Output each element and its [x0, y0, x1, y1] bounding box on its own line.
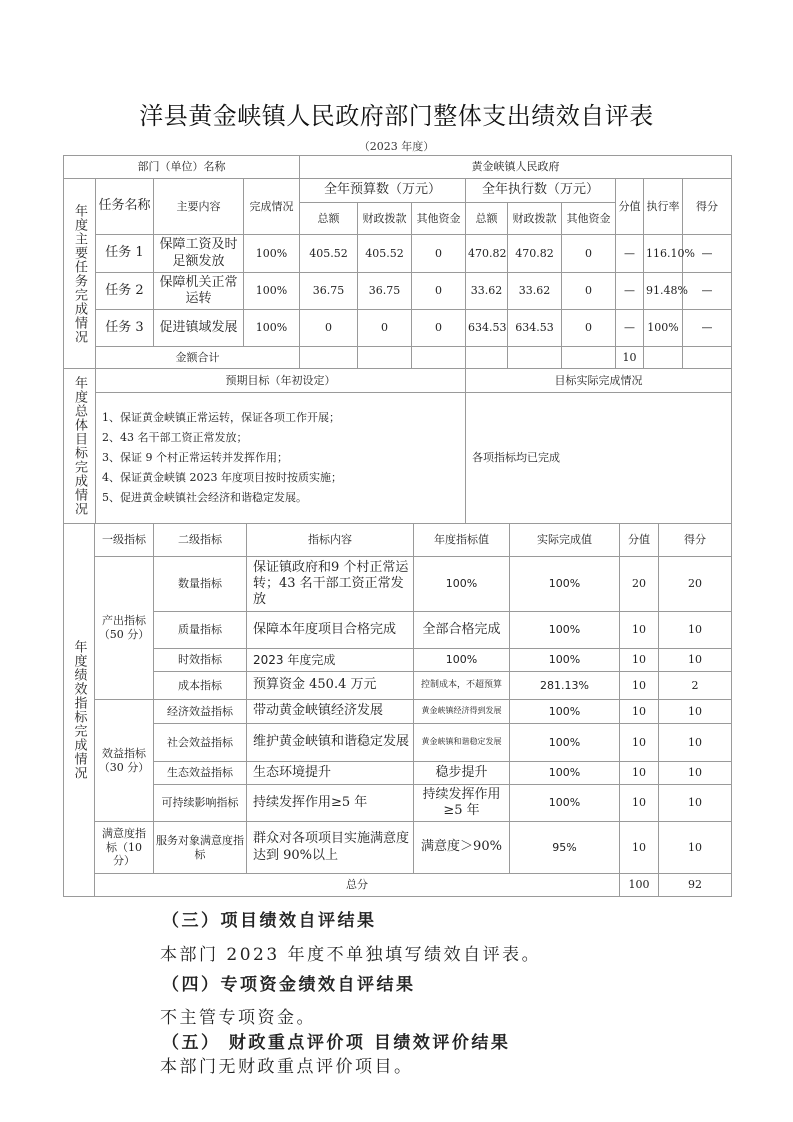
indicator-content: 生态环境提升 [247, 762, 414, 785]
indicator-level2: 时效指标 [154, 649, 247, 672]
indicator-score-value: 10 [620, 700, 659, 724]
header-exec-other: 其他资金 [562, 203, 616, 235]
indicator-header-row [64, 524, 732, 557]
indicator-row [64, 557, 732, 612]
indicator-content: 保证镇政府和9 个村正常运转；43 名干部工资正常发放 [247, 557, 414, 612]
indicator-total-row [64, 874, 732, 897]
indicator-row [64, 762, 732, 785]
dept-value: 黄金峡镇人民政府 [300, 156, 732, 179]
task-exec-other: 0 [562, 235, 616, 273]
task-budget-other: 0 [412, 310, 466, 347]
task-completion: 100% [244, 235, 300, 273]
task-exec-other: 0 [562, 273, 616, 310]
task-score-value: — [616, 235, 644, 273]
goal-item: 3、保证 9 个村正常运转并发挥作用； [102, 451, 288, 464]
indicator-target: 持续发挥作用≥5 年 [414, 785, 510, 822]
task-header-row [64, 179, 732, 203]
section-heading-4: （四）专项资金绩效自评结果 [162, 975, 416, 995]
indicator-score-value: 10 [620, 612, 659, 649]
indicator-total-score-value: 100 [620, 874, 659, 897]
goals-side-label-cell [64, 369, 96, 524]
group-benefit: 效益指标（30 分） [95, 700, 154, 822]
indicators-side-label: 年度绩效指标完成情况 [71, 640, 87, 780]
indicator-content: 维护黄金峡镇和谐稳定发展 [247, 724, 414, 762]
task-budget-total: 0 [300, 310, 358, 347]
section-heading-3: （三）项目绩效自评结果 [162, 911, 377, 931]
indicator-score-value: 10 [620, 649, 659, 672]
indicator-actual: 100% [510, 557, 620, 612]
indicator-actual: 100% [510, 785, 620, 822]
header-level2: 二级指标 [154, 524, 247, 557]
task-exec-total: 33.62 [466, 273, 508, 310]
task-budget-fiscal: 0 [358, 310, 412, 347]
page-subtitle: （2023 年度） [358, 140, 435, 153]
indicator-level2: 服务对象满意度指标 [154, 822, 247, 874]
indicator-target: 黄金峡镇和谐稳定发展 [414, 724, 510, 762]
indicator-content: 预算资金 450.4 万元 [247, 672, 414, 700]
task-exec-fiscal: 634.53 [508, 310, 562, 347]
task-budget-total: 405.52 [300, 235, 358, 273]
task-exec-total: 470.82 [466, 235, 508, 273]
indicators-side-label-cell [64, 524, 95, 897]
indicator-level2: 成本指标 [154, 672, 247, 700]
goals-actual: 各项指标均已完成 [466, 393, 732, 524]
indicator-content: 保障本年度项目合格完成 [247, 612, 414, 649]
task-name: 任务 2 [96, 273, 154, 310]
task-content: 促进镇域发展 [154, 310, 244, 347]
task-exec-other: 0 [562, 310, 616, 347]
indicator-score-value: 10 [620, 762, 659, 785]
goals-content-row [64, 393, 732, 524]
task-name: 任务 1 [96, 235, 154, 273]
indicator-actual: 100% [510, 700, 620, 724]
indicators-table [63, 523, 732, 897]
task-budget-other: 0 [412, 273, 466, 310]
task-total-row [64, 347, 732, 369]
task-exec-rate: 100% [644, 310, 683, 347]
header-completion: 完成情况 [244, 179, 300, 235]
page-title: 洋县黄金峡镇人民政府部门整体支出绩效自评表 [139, 102, 654, 130]
header-score-value: 分值 [616, 179, 644, 235]
header-exec-group: 全年执行数（万元） [466, 179, 616, 203]
group-output: 产出指标（50 分） [95, 557, 154, 700]
header-exec-fiscal: 财政拨款 [508, 203, 562, 235]
header-level1: 一级指标 [95, 524, 154, 557]
dept-row [64, 156, 732, 179]
indicator-target: 满意度＞90% [414, 822, 510, 874]
section-paragraph-4: 不主管专项资金。 [160, 1008, 316, 1028]
indicator-score-value: 10 [620, 724, 659, 762]
indicator-level2: 经济效益指标 [154, 700, 247, 724]
indicator-actual: 100% [510, 612, 620, 649]
indicator-target: 黄金峡镇经济得到发展 [414, 700, 510, 724]
indicator-score-value: 10 [620, 822, 659, 874]
indicator-content: 持续发挥作用≥5 年 [247, 785, 414, 822]
indicator-actual: 281.13% [510, 672, 620, 700]
task-content: 保障机关正常 运转 [154, 273, 244, 310]
goals-actual-header: 目标实际完成情况 [466, 369, 732, 393]
header-target: 年度指标值 [414, 524, 510, 557]
indicator-target: 全部合格完成 [414, 612, 510, 649]
goals-expected-header: 预期目标（年初设定） [96, 369, 466, 393]
tasks-table [63, 155, 732, 369]
indicator-actual: 100% [510, 724, 620, 762]
task-completion: 100% [244, 273, 300, 310]
indicator-score: 10 [659, 762, 732, 785]
header-score: 得分 [659, 524, 732, 557]
indicator-row [64, 700, 732, 724]
section-paragraph-3: 本部门 2023 年度不单独填写绩效自评表。 [160, 945, 542, 965]
header-content: 指标内容 [247, 524, 414, 557]
indicator-target: 稳步提升 [414, 762, 510, 785]
task-completion: 100% [244, 310, 300, 347]
indicator-score-value: 10 [620, 672, 659, 700]
indicator-actual: 95% [510, 822, 620, 874]
goals-side-label: 年度总体目标完成情况 [72, 376, 87, 516]
header-actual: 实际完成值 [510, 524, 620, 557]
task-content: 保障工资及时 足额发放 [154, 235, 244, 273]
goal-item: 1、保证黄金峡镇正常运转，保证各项工作开展； [102, 411, 340, 424]
dept-label: 部门（单位）名称 [64, 156, 300, 179]
task-budget-fiscal: 405.52 [358, 235, 412, 273]
goals-table [63, 368, 732, 524]
task-exec-fiscal: 470.82 [508, 235, 562, 273]
task-name: 任务 3 [96, 310, 154, 347]
indicator-row [64, 724, 732, 762]
header-budget-fiscal: 财政拨款 [358, 203, 412, 235]
header-exec-rate: 执行率 [644, 179, 683, 235]
indicator-score: 10 [659, 649, 732, 672]
goal-item: 4、保证黄金峡镇 2023 年度项目按时按质实施； [102, 471, 342, 484]
indicator-target: 100% [414, 649, 510, 672]
indicator-score: 10 [659, 724, 732, 762]
task-total-score-value: 10 [616, 347, 644, 369]
header-score-value: 分值 [620, 524, 659, 557]
indicator-level2: 数量指标 [154, 557, 247, 612]
task-row [64, 310, 732, 347]
header-budget-group: 全年预算数（万元） [300, 179, 466, 203]
indicator-total-score: 92 [659, 874, 732, 897]
task-budget-other: 0 [412, 235, 466, 273]
task-row [64, 273, 732, 310]
task-score-value: — [616, 310, 644, 347]
indicator-score-value: 10 [620, 785, 659, 822]
indicator-row [64, 649, 732, 672]
task-exec-fiscal: 33.62 [508, 273, 562, 310]
indicator-score: 20 [659, 557, 732, 612]
section-paragraph-5: 本部门无财政重点评价项目。 [160, 1057, 414, 1077]
task-exec-rate: 91.48% [644, 273, 683, 310]
indicator-level2: 可持续影响指标 [154, 785, 247, 822]
task-exec-total: 634.53 [466, 310, 508, 347]
indicator-score: 10 [659, 700, 732, 724]
indicator-level2: 生态效益指标 [154, 762, 247, 785]
indicator-score: 2 [659, 672, 732, 700]
tasks-side-label-cell [64, 179, 96, 369]
group-satisfaction: 满意度指标（10 分） [95, 822, 154, 874]
indicator-score: 10 [659, 612, 732, 649]
task-exec-rate: 116.10% [644, 235, 683, 273]
task-score-value: — [616, 273, 644, 310]
indicator-level2: 质量指标 [154, 612, 247, 649]
header-task-name: 任务名称 [96, 179, 154, 235]
goals-header-row [64, 369, 732, 393]
task-budget-fiscal: 36.75 [358, 273, 412, 310]
indicator-row [64, 672, 732, 700]
header-budget-total: 总额 [300, 203, 358, 235]
tasks-side-label: 年度主要任务完成情况 [72, 203, 87, 344]
indicator-total-label: 总分 [95, 874, 620, 897]
indicator-row [64, 612, 732, 649]
indicator-content: 群众对各项项目实施满意度 达到 90%以上 [247, 822, 414, 874]
task-score: — [683, 273, 732, 310]
goal-item: 2、43 名干部工资正常发放； [102, 431, 248, 444]
task-score: — [683, 235, 732, 273]
indicator-level2: 社会效益指标 [154, 724, 247, 762]
task-row [64, 235, 732, 273]
indicator-actual: 100% [510, 649, 620, 672]
header-main-content: 主要内容 [154, 179, 244, 235]
indicator-actual: 100% [510, 762, 620, 785]
indicator-target: 100% [414, 557, 510, 612]
section-heading-5: （五） 财政重点评价项 目绩效评价结果 [162, 1033, 511, 1053]
indicator-row [64, 822, 732, 874]
indicator-row [64, 785, 732, 822]
header-exec-total: 总额 [466, 203, 508, 235]
indicator-target: 控制成本，不超预算 [414, 672, 510, 700]
goals-list [96, 393, 466, 524]
indicator-content: 带动黄金峡镇经济发展 [247, 700, 414, 724]
header-budget-other: 其他资金 [412, 203, 466, 235]
indicator-score-value: 20 [620, 557, 659, 612]
task-budget-total: 36.75 [300, 273, 358, 310]
task-score: — [683, 310, 732, 347]
header-score: 得分 [683, 179, 732, 235]
indicator-score: 10 [659, 785, 732, 822]
goal-item: 5、促进黄金峡镇社会经济和谐稳定发展。 [102, 491, 307, 504]
task-total-label: 金额合计 [96, 347, 300, 369]
indicator-content: 2023 年度完成 [247, 649, 414, 672]
indicator-score: 10 [659, 822, 732, 874]
